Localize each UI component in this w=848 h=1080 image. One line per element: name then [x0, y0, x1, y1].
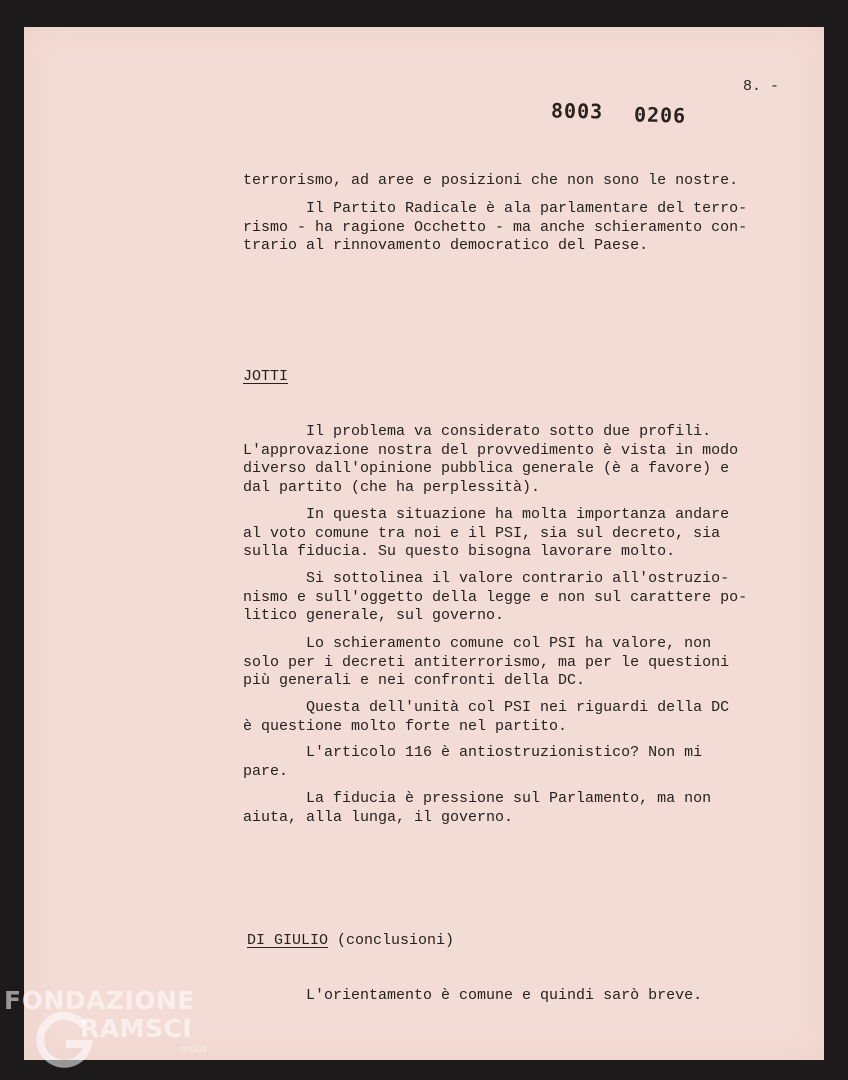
speaker-heading	[247, 932, 454, 949]
archive-stamp-code: 8003	[550, 98, 604, 124]
speaker-note: (conclusioni)	[337, 932, 455, 949]
speaker-name: DI GIULIO	[247, 932, 329, 949]
speaker-name: JOTTI	[243, 368, 289, 385]
paragraph: L'orientamento è comune e quindi sarò breve.	[243, 987, 703, 1004]
watermark-logo	[4, 986, 214, 1076]
paragraph: terrorismo, ad aree e posizioni che non sono le nostre.	[243, 172, 739, 189]
paragraph: L'articolo 116 è antiostruzionistico? Non mi pare.	[243, 744, 703, 780]
paragraph: La fiducia è pressione sul Parlamento, ma non aiuta, alla lunga, il governo.	[243, 790, 712, 826]
logo-text: FONDAZIONE	[4, 986, 196, 1015]
logo-text: RAMSCI	[80, 1014, 193, 1043]
page-number: 8. -	[743, 78, 780, 95]
paragraph: Il problema va considerato sotto due profili. L'approvazione nostra del provvedimento è vista in modo diverso dall'opinione pubblica generale (è a favore) e dal partito (che ha perplessità).	[243, 423, 739, 496]
archive-stamp-code: 0206	[633, 102, 687, 128]
paragraph: Questa dell'unità col PSI nei riguardi della DC è questione molto forte nel partito.	[243, 699, 730, 735]
logo-suffix: onlus	[180, 1044, 207, 1055]
paragraph: Il Partito Radicale è ala parlamentare del terro- rismo - ha ragione Occhetto - ma anche schieramento con- trario al rinnovamento democratico del Paese.	[243, 200, 748, 254]
paragraph: Si sottolinea il valore contrario all'ostruzio- nismo e sull'oggetto della legge e non sul carattere po- litico generale, sul governo.	[243, 570, 748, 624]
paragraph: In questa situazione ha molta importanza andare al voto comune tra noi e il PSI, sia sul decreto, sia sulla fiducia. Su questo bisogna lavorare molto.	[243, 506, 730, 560]
paragraph: Lo schieramento comune col PSI ha valore, non solo per i decreti antiterrorismo, ma per le questioni più generali e nei confronti della DC.	[243, 635, 730, 689]
